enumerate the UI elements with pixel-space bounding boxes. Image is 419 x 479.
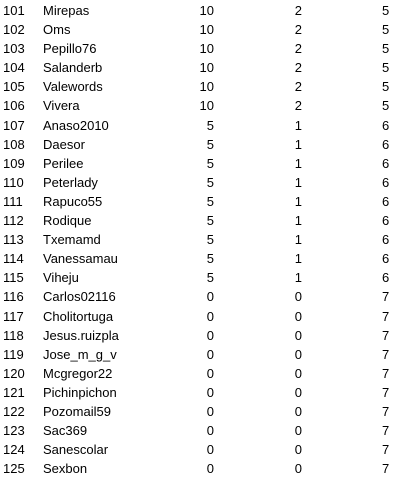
table-row	[0, 192, 419, 211]
player-name-cell: Daesor	[43, 136, 85, 152]
table-row	[0, 383, 419, 402]
position-cell: 7	[382, 327, 390, 343]
score-cell: 0	[206, 384, 214, 400]
rank-cell: 123	[3, 423, 25, 439]
table-row	[0, 249, 419, 268]
score-cell: 0	[206, 461, 214, 477]
rank-cell: 103	[3, 41, 25, 57]
table-row	[0, 402, 419, 421]
wins-cell: 2	[294, 3, 302, 18]
rank-cell: 105	[3, 79, 25, 95]
player-name-cell: Sexbon	[43, 461, 88, 477]
position-cell: 7	[382, 365, 390, 381]
table-row	[0, 326, 419, 345]
position-cell: 7	[382, 423, 390, 439]
position-cell: 6	[382, 136, 390, 152]
table-row	[0, 268, 419, 287]
table-row	[0, 58, 419, 77]
rank-cell: 115	[3, 270, 24, 286]
wins-cell: 0	[294, 442, 302, 458]
wins-cell: 1	[294, 213, 302, 229]
rank-cell: 101	[3, 3, 25, 18]
player-name-cell: Jose_m_g_v	[43, 346, 117, 362]
position-cell: 7	[382, 346, 390, 362]
score-cell: 5	[206, 213, 214, 229]
wins-cell: 1	[294, 136, 302, 152]
score-cell: 0	[206, 327, 214, 343]
score-cell: 10	[199, 22, 214, 38]
score-cell: 0	[206, 442, 214, 458]
wins-cell: 0	[294, 403, 302, 419]
player-name-cell: Sanescolar	[43, 442, 109, 458]
position-cell: 7	[382, 384, 390, 400]
position-cell: 6	[382, 232, 390, 248]
rank-cell: 113	[3, 232, 24, 248]
wins-cell: 2	[294, 79, 302, 95]
wins-cell: 0	[294, 461, 302, 477]
player-name-cell: Txemamd	[43, 232, 101, 248]
rank-cell: 117	[3, 308, 24, 324]
wins-cell: 0	[294, 423, 302, 439]
score-cell: 0	[206, 346, 214, 362]
score-cell: 5	[206, 193, 214, 209]
player-name-cell: Viheju	[43, 270, 79, 286]
position-cell: 6	[382, 270, 390, 286]
table-row	[0, 154, 419, 173]
score-cell: 0	[206, 365, 214, 381]
position-cell: 6	[382, 251, 390, 267]
rank-cell: 118	[3, 327, 24, 343]
wins-cell: 0	[294, 289, 302, 305]
position-cell: 7	[382, 442, 390, 458]
table-row	[0, 135, 419, 154]
rank-cell: 106	[3, 98, 25, 114]
table-row	[0, 39, 419, 58]
player-name-cell: Pepillo76	[43, 41, 97, 57]
position-cell: 7	[382, 461, 390, 477]
position-cell: 5	[382, 79, 390, 95]
table-row	[0, 211, 419, 230]
rank-cell: 121	[3, 384, 25, 400]
score-cell: 0	[206, 308, 214, 324]
player-name-cell: Valewords	[43, 79, 103, 95]
rank-cell: 119	[3, 346, 24, 362]
rank-cell: 125	[3, 461, 25, 477]
score-cell: 5	[206, 270, 214, 286]
wins-cell: 2	[294, 41, 302, 57]
wins-cell: 0	[294, 346, 302, 362]
rank-cell: 104	[3, 60, 25, 76]
player-name-cell: Mirepas	[43, 3, 90, 18]
rank-cell: 124	[3, 442, 25, 458]
wins-cell: 0	[294, 384, 302, 400]
rank-cell: 107	[3, 117, 25, 133]
position-cell: 5	[382, 22, 390, 38]
wins-cell: 0	[294, 327, 302, 343]
rank-cell: 108	[3, 136, 25, 152]
score-cell: 10	[199, 98, 214, 114]
player-name-cell: Carlos02116	[43, 289, 116, 305]
position-cell: 5	[382, 3, 390, 18]
score-cell: 5	[206, 174, 214, 190]
score-cell: 0	[206, 423, 214, 439]
table-row	[0, 421, 419, 440]
position-cell: 7	[382, 289, 390, 305]
player-name-cell: Rodique	[43, 213, 92, 229]
player-name-cell: Jesus.ruizpla	[43, 327, 119, 343]
rank-cell: 109	[3, 155, 25, 171]
wins-cell: 0	[294, 365, 302, 381]
position-cell: 6	[382, 155, 390, 171]
position-cell: 6	[382, 193, 390, 209]
rank-cell: 102	[3, 22, 25, 38]
rank-cell: 114	[3, 251, 24, 267]
wins-cell: 1	[294, 193, 302, 209]
wins-cell: 1	[294, 117, 302, 133]
player-name-cell: Oms	[43, 22, 71, 38]
table-row	[0, 440, 419, 459]
player-name-cell: Anaso2010	[43, 117, 109, 133]
player-name-cell: Salanderb	[43, 60, 103, 76]
player-name-cell: Pozomail59	[43, 403, 111, 419]
score-cell: 10	[199, 3, 214, 18]
score-cell: 5	[206, 117, 214, 133]
table-row	[0, 116, 419, 135]
position-cell: 6	[382, 117, 390, 133]
rank-cell: 112	[3, 213, 24, 229]
rank-cell: 116	[3, 289, 24, 305]
player-name-cell: Peterlady	[43, 174, 98, 190]
player-name-cell: Pichinpichon	[43, 384, 117, 400]
position-cell: 6	[382, 213, 390, 229]
table-row	[0, 287, 419, 306]
table-row	[0, 20, 419, 39]
table-row	[0, 459, 419, 478]
wins-cell: 2	[294, 60, 302, 76]
position-cell: 7	[382, 308, 390, 324]
player-name-cell: Cholitortuga	[43, 308, 114, 324]
player-name-cell: Vivera	[43, 98, 80, 114]
score-cell: 0	[206, 403, 214, 419]
wins-cell: 1	[294, 155, 302, 171]
score-cell: 5	[206, 251, 214, 267]
wins-cell: 1	[294, 232, 302, 248]
wins-cell: 1	[294, 174, 302, 190]
table-row	[0, 77, 419, 96]
score-cell: 10	[199, 41, 214, 57]
table-row	[0, 345, 419, 364]
position-cell: 6	[382, 174, 390, 190]
score-cell: 5	[206, 232, 214, 248]
player-name-cell: Sac369	[43, 423, 88, 439]
wins-cell: 2	[294, 22, 302, 38]
wins-cell: 2	[294, 98, 302, 114]
position-cell: 5	[382, 41, 390, 57]
position-cell: 5	[382, 60, 390, 76]
rank-cell: 120	[3, 365, 25, 381]
wins-cell: 1	[294, 270, 302, 286]
table-row	[0, 364, 419, 383]
player-name-cell: Perilee	[43, 155, 84, 171]
player-name-cell: Rapuco55	[43, 193, 103, 209]
score-cell: 5	[206, 155, 214, 171]
table-row	[0, 307, 419, 326]
table-row	[0, 1, 419, 20]
player-name-cell: Mcgregor22	[43, 365, 113, 381]
rank-cell: 122	[3, 403, 25, 419]
score-cell: 10	[199, 60, 214, 76]
position-cell: 7	[382, 403, 390, 419]
rank-cell: 111	[3, 193, 23, 209]
player-name-cell: Vanessamau	[43, 251, 118, 267]
wins-cell: 1	[294, 251, 302, 267]
table-row	[0, 96, 419, 115]
score-cell: 0	[206, 289, 214, 305]
score-cell: 5	[206, 136, 214, 152]
table-row	[0, 230, 419, 249]
position-cell: 5	[382, 98, 390, 114]
rank-cell: 110	[3, 174, 24, 190]
table-row	[0, 173, 419, 192]
wins-cell: 0	[294, 308, 302, 324]
score-cell: 10	[199, 79, 214, 95]
